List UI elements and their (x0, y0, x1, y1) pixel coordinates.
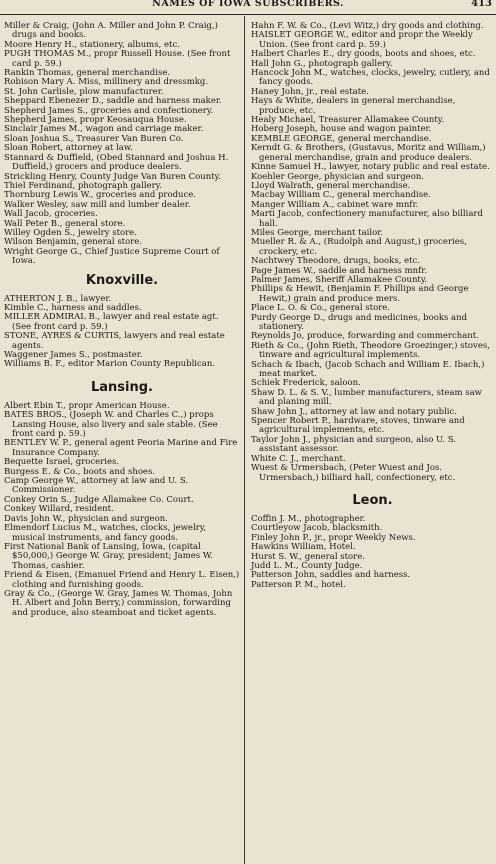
directory-entry: Sloan Robert, attorney at law. (4, 143, 133, 154)
directory-entry: Elmendorf Lucius M., watches, clocks, jewelry, musical instruments, and fancy goods. (4, 523, 207, 543)
directory-entry: Spencer Robert P., hardware, stoves, tinware and agricultural implements, etc. (251, 416, 465, 436)
directory-entry: Courtleyow Jacob, blacksmith. (251, 523, 383, 534)
directory-entry: Hurst S. W., general store. (251, 551, 365, 562)
right-top-list (251, 22, 494, 483)
directory-entry: Halbert Charles E., dry goods, boots and shoes, etc. (251, 49, 476, 60)
directory-entry: Wuest & Urmersbach, (Peter Wuest and Jos. Urmersbach,) billiard hall, confectionery, etc. (251, 463, 456, 483)
directory-entry: Purdy George D., drugs and medicines, books and stationery. (251, 312, 468, 332)
directory-entry: Miles George, merchant tailor. (251, 227, 384, 238)
directory-entry: Sheppard Ebenezer D., saddle and harness maker. (4, 96, 222, 107)
running-title: NAMES OF IOWA SUBSCRIBERS. (152, 0, 344, 9)
directory-entry: Hahn F. W. & Co., (Levi Witz,) dry goods and clothing. (251, 21, 484, 31)
directory-entry: Mueller R. & A., (Rudolph and August,) groceries, crockery, etc. (251, 237, 467, 257)
directory-entry: Wall Peter B., general store. (4, 218, 126, 229)
directory-entry: MILLER ADMIRAL B., lawyer and real estate agt. (See front card p. 59.) (4, 312, 219, 332)
directory-entry: Walker Wesley, saw mill and lumber dealer. (4, 199, 191, 210)
directory-entry: Finley John P., jr., propr Weekly News. (251, 532, 416, 543)
directory-entry: Nachtwey Theodore, drugs, books, etc. (251, 256, 420, 267)
directory-entry: Thornburg Lewis W., groceries and produce. (4, 190, 197, 201)
directory-entry: Hoberg Joseph, house and wagon painter. (251, 124, 432, 135)
directory-entry: Conkey Orin S., Judge Allamakee Co. Court. (4, 494, 194, 505)
directory-entry: Albert Ebin T., propr American House. (4, 400, 170, 411)
page-number: 413 (471, 0, 492, 9)
header-rule (0, 14, 496, 15)
directory-entry: PUGH THOMAS M., propr Russell House. (See front card p. 59.) (4, 49, 231, 69)
directory-entry: Thiel Ferdinand, photograph gallery. (4, 180, 163, 191)
directory-entry: Hays & White, dealers in general merchandise, produce, etc. (251, 96, 456, 116)
directory-entry: Haney John, jr., real estate. (251, 86, 369, 97)
page-header (0, 0, 496, 12)
directory-entry: Schach & Ibach, (Jacob Schach and William E. Ibach,) meat market. (251, 359, 485, 380)
directory-entry: Healy Michael, Treasurer Allamakee County. (251, 115, 445, 126)
directory-entry: Strickling Henry, County Judge Van Buren County. (4, 171, 221, 182)
directory-entry: Wall Jacob, groceries. (4, 209, 98, 220)
directory-entry: Burgess E. & Co., boots and shoes. (4, 466, 156, 477)
directory-entry: Shaw John J., attorney at law and notary public. (251, 406, 457, 417)
directory-entry: Moore Henry H., stationery, albums, etc. (4, 39, 180, 50)
directory-entry: Shepherd James S., groceries and confectionery. (4, 105, 214, 116)
directory-entry: STONE, AYRES & CURTIS, lawyers and real estate agents. (4, 331, 225, 351)
lansing-list (4, 402, 240, 618)
directory-entry: Hawkins William, Hotel. (251, 542, 356, 553)
right-column (251, 22, 494, 590)
directory-entry: BENTLEY W. P., general agent Peoria Marine and Fire Insurance Company. (4, 438, 238, 458)
directory-entry: ATHERTON J. B., lawyer. (4, 293, 112, 304)
directory-entry: Schiek Frederick, saloon. (251, 378, 361, 389)
directory-entry: Lloyd Walrath, general merchandise. (251, 180, 411, 191)
directory-entry: Reynolds Jo, produce, forwarding and commerchant. (251, 331, 479, 342)
directory-entry: Rieth & Co., (John Rieth, Theodore Groezinger,) stoves, tinware and agricultural implements. (251, 340, 490, 361)
directory-entry: Hall John G., photograph gallery. (251, 58, 393, 69)
city-heading-knoxville: Knoxville. (85, 272, 159, 288)
directory-entry: White C. J., merchant. (251, 453, 346, 464)
directory-entry: Davis John W., physician and surgeon. (4, 513, 168, 524)
directory-entry: Kimble C., harness and saddles. (4, 302, 142, 313)
directory-entry: Robison Mary A. Miss, millinery and dressmkg. (4, 77, 209, 88)
directory-entry: Macbay William C., general merchandise. (251, 190, 431, 201)
directory-entry: Willey Ogden S., jewelry store. (4, 227, 137, 238)
left-column (4, 22, 240, 618)
knoxville-list (4, 295, 240, 370)
directory-entry: HAISLET GEORGE W., editor and propr the Weekly Union. (See front card p. 59.) (251, 30, 473, 50)
directory-entry: Judd L. M., County Judge. (251, 560, 363, 571)
column-divider (244, 16, 245, 864)
directory-entry: Stannard & Duffield, (Obed Stannard and Joshua H. Duffield,) grocers and produce dealers. (4, 152, 229, 173)
directory-entry: Manger William A., cabinet ware mnfr. (251, 199, 419, 210)
directory-entry: St. John Carlisle, plow manufacturer. (4, 86, 164, 97)
directory-entry: Taylor John J., physician and surgeon, also U. S. assistant assessor. (251, 434, 457, 455)
directory-entry: Gray & Co., (George W. Gray, James W. Thomas, John H. Albert and John Berry,) commission, forwarding and produce, also steamboat and ticket agents. (4, 588, 233, 618)
directory-entry: KEMBLE GEORGE, general merchandise. (251, 133, 432, 144)
directory-entry: Marti Jacob, confectionery manufacturer, also billiard hall. (251, 209, 483, 229)
directory-entry: Wright George G., Chief Justice Supreme Court of Iowa. (4, 246, 220, 267)
left-top-list (4, 22, 240, 267)
directory-entry: Wilson Benjamin, general store. (4, 237, 143, 248)
city-heading-lansing: Lansing. (90, 379, 153, 395)
directory-entry: Patterson John, saddles and harness. (251, 570, 411, 581)
leon-list (251, 515, 494, 590)
directory-entry: Kinne Samuel H., lawyer, notary public and real estate. (251, 162, 490, 173)
directory-entry: Waggener James S., postmaster. (4, 350, 143, 360)
directory-entry: Phillips & Hewit, (Benjamin F. Phillips and George Hewit,) grain and produce mers. (251, 284, 469, 304)
directory-entry: Shepherd James, propr Keosauqua House. (4, 115, 187, 126)
directory-entry: Place L. O. & Co., general store. (251, 303, 390, 314)
directory-entry: Camp George W., attorney at law and U. S. Commissioner. (4, 476, 189, 496)
directory-entry: Shaw D. L. & S. V., lumber manufacturers, steam saw and planing mill. (251, 387, 482, 408)
directory-entry: Bequette Israel, groceries. (4, 457, 120, 468)
city-heading-leon: Leon. (352, 492, 393, 508)
directory-entry: Sloan Joshua S., Treasurer Van Buren Co. (4, 133, 184, 144)
directory-entry: Sinclair James M., wagon and carriage maker. (4, 124, 204, 135)
directory-entry: Friend & Eisen, (Emanuel Friend and Henry L. Eisen,) clothing and furnishing goods. (4, 570, 240, 590)
directory-entry: Palmer James, Sheriff Allamakee County. (251, 274, 428, 285)
directory-entry: Hancock John M., watches, clocks, jewelry, cutlery, and fancy goods. (251, 68, 490, 88)
directory-entry: First National Bank of Lansing, Iowa, (capital $50,000,) George W. Gray, president; James W. Thomas, cashier. (4, 541, 213, 571)
directory-entry: Koehler George, physician and surgeon. (251, 171, 425, 182)
directory-entry: Coffin J. M., photographer. (251, 513, 366, 524)
directory-entry: Patterson P. M., hotel. (251, 579, 346, 590)
directory-entry: Miller & Craig, (John A. Miller and John P. Craig,) drugs and books. (4, 21, 218, 41)
directory-entry: Williams B. F., editor Marion County Republican. (4, 359, 216, 370)
directory-entry: Kerndt G. & Brothers, (Gustavus, Moritz and William,) general merchandise, grain and produce dealers. (251, 143, 486, 163)
directory-entry: Page James W., saddle and harness mnfr. (251, 265, 428, 276)
directory-entry: Rankin Thomas, general merchandise. (4, 68, 171, 79)
directory-entry: Conkey Willard, resident. (4, 504, 114, 515)
directory-entry: BATES BROS., (Joseph W. and Charles C.,) props Lansing House, also livery and sale stable. (See front card p. 59.) (4, 410, 218, 440)
